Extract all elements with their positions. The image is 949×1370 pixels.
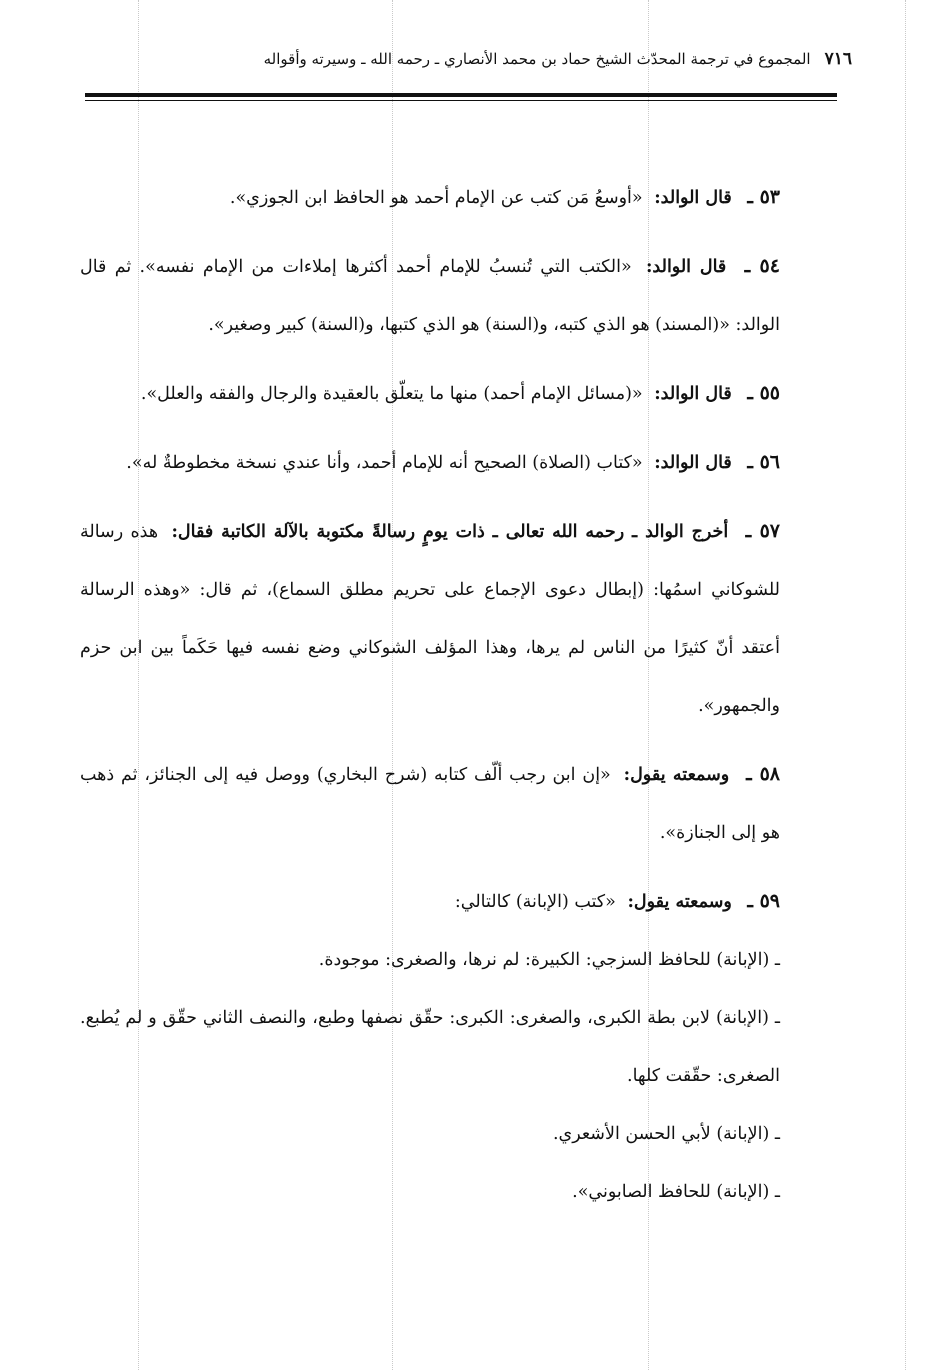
entry-59 bbox=[80, 872, 780, 931]
entry-text: «كتاب (الصلاة) الصحيح أنه للإمام أحمد، وأنا عندي نسخة مخطوطةٌ له». bbox=[126, 453, 643, 473]
entry-number: ٥٨ ـ bbox=[746, 763, 780, 785]
entry-58 bbox=[80, 745, 780, 862]
entry-number: ٥٧ ـ bbox=[745, 520, 780, 542]
list-item: ـ (الإبانة) لأبي الحسن الأشعري. bbox=[552, 1124, 780, 1144]
page-number: ٧١٦ bbox=[824, 49, 852, 69]
entry-text: «كتب (الإبانة) كالتالي: bbox=[454, 892, 616, 912]
entry-text: هذه رسالة للشوكاني اسمُها: (إبطال دعوى الإجماع على تحريم مطلق السماع)، ثم قال: «وهذه الرسالة أعتقد أنّ كثيرًا من الناس لم يرها، وهذا المؤلف الشوكاني وضع نفسه فيها حَكَماً بين ابن حزم والجمهور». bbox=[80, 522, 780, 716]
list-item: ـ (الإبانة) لابن بطة الكبرى، والصغرى: الكبرى: حقّق نصفها وطبع، والنصف الثاني حقّق و لم يُطبع. الصغرى: حقّقت كلها. bbox=[80, 1008, 780, 1086]
entry-number: ٥٤ ـ bbox=[744, 255, 780, 277]
running-header bbox=[180, 44, 852, 74]
header-rule-thin bbox=[85, 100, 837, 101]
list-item: ـ (الإبانة) للحافظ السزجي: الكبيرة: لم نرها، والصغرى: موجودة. bbox=[318, 950, 780, 970]
entry-text: «(مسائل الإمام أحمد) منها ما يتعلّق بالعقيدة والرجال والفقه والعلل». bbox=[140, 384, 643, 404]
entry-55 bbox=[80, 364, 780, 423]
scan-artifact-line bbox=[905, 0, 906, 1370]
entry-lead: قال الوالد: bbox=[654, 188, 732, 208]
entry-lead: قال الوالد: bbox=[654, 384, 732, 404]
list-item: ـ (الإبانة) للحافظ الصابوني». bbox=[572, 1182, 780, 1202]
entry-text: «الكتب التي تُنسبُ للإمام أحمد أكثرها إملاءات من الإمام نفسه». ثم قال الوالد: «(المسند) هو الذي كتبه، و(السنة) هو الذي كتبها، و(السنة) كبير وصغير». bbox=[80, 257, 780, 335]
entry-lead: قال الوالد: bbox=[654, 453, 732, 473]
entry-text: «إن ابن رجب ألّف كتابه (شرح البخاري) ووصل فيه إلى الجنائز، ثم ذهب هو إلى الجنازة». bbox=[80, 765, 780, 843]
running-title: المجموع في ترجمة المحدّث الشيخ حماد بن محمد الأنصاري ـ رحمه الله ـ وسيرته وأقواله bbox=[263, 50, 811, 68]
main-text bbox=[80, 168, 780, 1221]
entry-lead: أخرج الوالد ـ رحمه الله تعالى ـ ذات يومٍ رسالةً مكتوبة بالآلة الكاتبة فقال: bbox=[171, 522, 729, 542]
entry-number: ٥٣ ـ bbox=[747, 186, 780, 208]
entry-54 bbox=[80, 237, 780, 354]
entry-number: ٥٦ ـ bbox=[747, 451, 780, 473]
entry-53 bbox=[80, 168, 780, 227]
header-rule-thick bbox=[85, 93, 837, 97]
entry-number: ٥٩ ـ bbox=[747, 890, 780, 912]
entry-lead: قال الوالد: bbox=[645, 257, 727, 277]
entry-lead: وسمعته يقول: bbox=[627, 892, 732, 912]
entry-57 bbox=[80, 502, 780, 735]
entry-number: ٥٥ ـ bbox=[747, 382, 780, 404]
entry-56 bbox=[80, 433, 780, 492]
entry-text: «أوسعُ مَن كتب عن الإمام أحمد هو الحافظ ابن الجوزي». bbox=[229, 188, 643, 208]
entry-lead: وسمعته يقول: bbox=[623, 765, 730, 785]
